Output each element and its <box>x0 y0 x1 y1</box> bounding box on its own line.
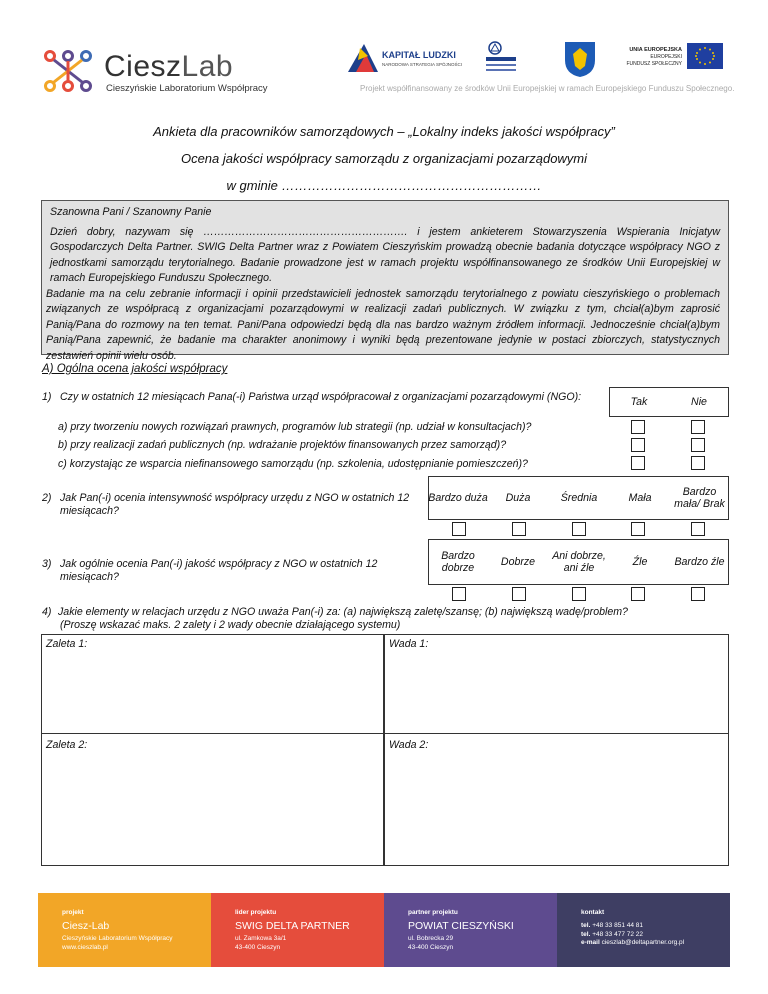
footer-project: projekt Ciesz-Lab Cieszyńskie Laboratorium Współpracy www.cieszlab.pl <box>38 893 211 967</box>
q4-note: (Proszę wskazać maks. 2 zalety i 2 wady obecnie działającego systemu) <box>60 619 401 631</box>
delta-partner-logo-icon <box>483 40 523 80</box>
q4-pro1-field[interactable] <box>41 634 384 734</box>
kapital-ludzki-subtitle: NARODOWA STRATEGIA SPÓJNOŚCI <box>382 62 463 67</box>
q1c-yes-checkbox[interactable] <box>631 456 645 470</box>
q1-col-no: Nie <box>691 396 707 408</box>
footer-partner: partner projektu POWIAT CIESZYŃSKI ul. Bobrecka 29 43-400 Cieszyn <box>384 893 557 967</box>
footer-email-link[interactable]: e-mail cieszlab@deltapartner.org.pl <box>581 939 685 946</box>
q4-text: Jakie elementy w relacjach urzędu z NGO uważa Pan(-i) za: (a) największą zaletę/szansę; (b) największą wadę/problem? <box>58 606 628 618</box>
q1b-no-checkbox[interactable] <box>691 438 705 452</box>
survey-municipality: w gminie …………………………………………………… <box>226 178 542 193</box>
q2-checkbox-3[interactable] <box>572 522 586 536</box>
q3-option-1: Bardzo dobrze <box>441 550 475 574</box>
q1-row-c: c) korzystając ze wsparcia niefinansowego samorządu (np. szkolenia, udostępnianie pomieszczeń)? <box>58 458 528 470</box>
q4-pro2-field[interactable] <box>41 733 384 866</box>
eu-label: UNIA EUROPEJSKA EUROPEJSKI FUNDUSZ SPOŁECZNY <box>626 47 682 67</box>
q3-option-2: Dobrze <box>500 556 536 568</box>
q1-col-yes: Tak <box>630 396 648 408</box>
q1c-no-checkbox[interactable] <box>691 456 705 470</box>
survey-subtitle: Ocena jakości współpracy samorządu z organizacjami pozarządowymi <box>180 151 588 166</box>
brand-name: CieszLab <box>104 50 234 83</box>
section-a-heading: A) Ogólna ocena jakości współpracy <box>42 363 228 375</box>
brand-subtitle: Cieszyńskie Laboratorium Współpracy <box>106 83 268 94</box>
funding-note: Projekt współfinansowany ze środków Unii Europejskiej w ramach Europejskiego Funduszu Społecznego. <box>360 84 735 93</box>
q1-row-b: b) przy realizacji zadań publicznych (np. wdrażanie projektów finansowanych przez samorząd)? <box>58 439 507 451</box>
survey-title: Ankieta dla pracowników samorządowych – „Lokalny indeks jakości współpracy” <box>153 124 615 139</box>
q3-checkbox-2[interactable] <box>512 587 526 601</box>
q1-row-a: a) przy tworzeniu nowych rozwiązań prawnych, programów lub strategii (np. udział w konsultacjach)? <box>58 421 532 433</box>
q1-number: 1) <box>42 391 52 403</box>
q2-option-4: Mała <box>628 492 652 504</box>
intro-paragraph-2: Badanie ma na celu zebranie informacji i opinii przedstawicieli jednostek samorządu terytorialnego z powiatu cieszyńskiego o problemach związanych ze współpracą z organizacjami pozarządowymi w realizacji zadań publicznych. W związku z tym, chciał(a)bym zaprosić Panią/Pana do rozmowy na ten temat. Pani/Pana odpowiedzi będą dla nas bardzo ważnym źródłem informacji. Jednocześnie chciał(a)bym Panią/Pana zapewnić, że badanie ma charakter anonimowy i wyniki będą prezentowane jedynie w postaci zbiorczych, statystycznych zestawień opinii wielu osób. <box>46 287 720 362</box>
q2-checkbox-2[interactable] <box>512 522 526 536</box>
q3-number: 3) <box>42 558 52 570</box>
q1a-yes-checkbox[interactable] <box>631 420 645 434</box>
q2-checkbox-5[interactable] <box>691 522 705 536</box>
intro-greeting: Szanowna Pani / Szanowny Panie <box>50 206 212 218</box>
q4-con2-field[interactable] <box>384 733 729 866</box>
q4-con1-field[interactable] <box>384 634 729 734</box>
q2-checkbox-1[interactable] <box>452 522 466 536</box>
q3-checkbox-3[interactable] <box>572 587 586 601</box>
kapital-ludzki-title: KAPITAŁ LUDZKI <box>382 50 456 60</box>
q2-option-2: Duża <box>505 492 531 504</box>
q4-con1-label: Wada 1: <box>389 638 429 650</box>
q2-option-3: Średnia <box>560 492 598 504</box>
q3-option-3: Ani dobrze, ani źle <box>552 550 606 574</box>
q4-pro2-label: Zaleta 2: <box>46 739 88 751</box>
q4-pro1-label: Zaleta 1: <box>46 638 88 650</box>
footer-contact: kontakt tel. +48 33 851 44 81 tel. +48 33 477 72 22 e-mail cieszlab@deltapartner.org.pl <box>557 893 730 967</box>
q3-option-4: Źle <box>632 556 648 568</box>
q2-option-5: Bardzo mała/ Brak <box>674 486 725 510</box>
q3-option-5: Bardzo źle <box>674 556 725 568</box>
q3-checkbox-1[interactable] <box>452 587 466 601</box>
q3-text: Jak ogólnie ocenia Pan(-i) jakość współpracy z NGO w ostatnich 12 miesiącach? <box>60 558 378 583</box>
footer <box>38 893 730 967</box>
q3-checkbox-4[interactable] <box>631 587 645 601</box>
q2-checkbox-4[interactable] <box>631 522 645 536</box>
eu-flag-icon <box>687 43 723 69</box>
q4-con2-label: Wada 2: <box>389 739 429 751</box>
q1-text: Czy w ostatnich 12 miesiącach Pana(-i) Państwa urząd współpracował z organizacjami pozarządowymi (NGO): <box>60 391 582 403</box>
q4-number: 4) <box>42 606 52 618</box>
q2-text: Jak Pan(-i) ocenia intensywność współpracy urzędu z NGO w ostatnich 12 miesiącach? <box>60 492 410 517</box>
intro-box <box>41 200 729 362</box>
q3-checkbox-5[interactable] <box>691 587 705 601</box>
q2-option-1: Bardzo duża <box>428 492 488 504</box>
q1b-yes-checkbox[interactable] <box>631 438 645 452</box>
footer-leader: lider projektu SWIG DELTA PARTNER ul. Zamkowa 3a/1 43-400 Cieszyn <box>211 893 384 967</box>
powiat-crest-icon <box>563 40 597 78</box>
cieszlab-logo-icon <box>42 48 94 94</box>
q2-number: 2) <box>42 492 52 504</box>
intro-paragraph-1: Dzień dobry, nazywam się …………………………………………………. i jestem ankieterem Stowarzyszenia Wspierania Inicjatyw Gospodarczych Delta Partner. SWIG Delta Partner wraz z Powiatem Cieszyńskim prowadzą obecnie badania dotyczące współpracy NGO z jednostkami samorządu terytorialnego. Badanie prowadzone jest w ramach projektu współfinansowanego ze środków Unii Europejskiej w ramach Europejskiego Funduszu Społecznego. <box>50 225 720 284</box>
q1a-no-checkbox[interactable] <box>691 420 705 434</box>
footer-website-link[interactable]: www.cieszlab.pl <box>62 943 108 951</box>
kapital-ludzki-logo-icon <box>346 42 466 78</box>
